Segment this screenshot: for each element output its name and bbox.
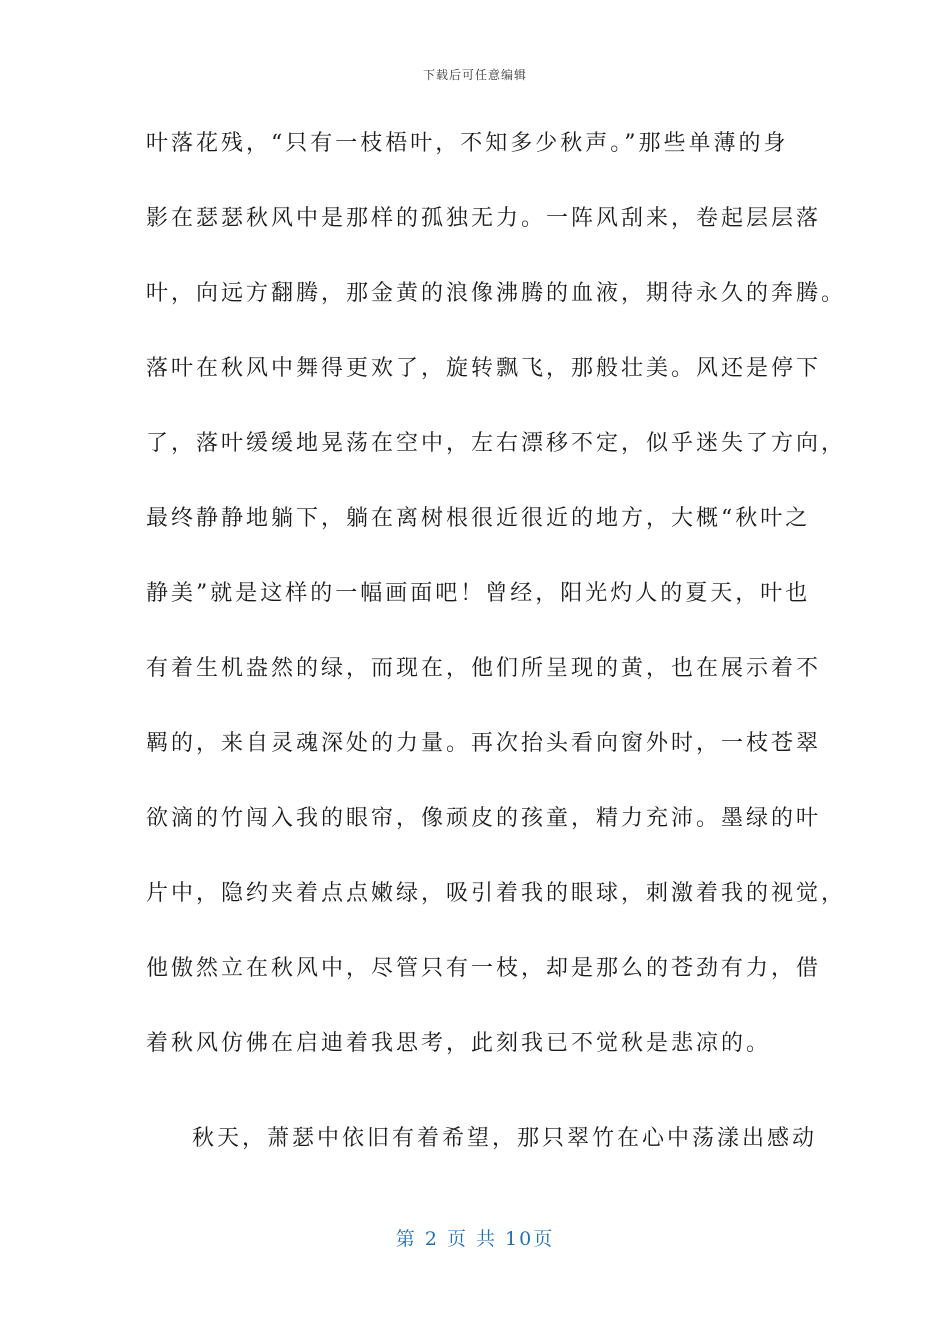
header-note: 下载后可任意编辑 [422,68,527,82]
text-line: 叶落花残，“只有一枝梧叶，不知多少秋声。”那些单薄的身 [146,131,789,156]
text-line: 羁的，来自灵魂深处的力量。再次抬头看向窗外时，一枝苍翠 [146,731,822,756]
document-body [146,124,847,1194]
paragraph-gap [146,1099,806,1119]
text-line: 落叶在秋风中舞得更欢了，旋转飘飞，那般壮美。风还是停下 [146,356,822,381]
page-number: 第 2 页 共 10页 [395,1228,555,1250]
text-line: 了，落叶缓缓地晃荡在空中，左右漂移不定，似乎迷失了方向， [146,431,847,456]
paragraph-first-line: 秋天，萧瑟中依旧有着希望，那只翠竹在心中荡漾出感动 [192,1126,818,1151]
text-line: 静美”就是这样的一幅画面吧！曾经，阳光灼人的夏天，叶也 [146,581,811,606]
text-line: 他傲然立在秋风中，尽管只有一枝，却是那么的苍劲有力，借 [146,956,822,981]
text-line: 有着生机盎然的绿，而现在，他们所呈现的黄，也在展示着不 [146,656,822,681]
text-line: 欲滴的竹闯入我的眼帘，像顽皮的孩童，精力充沛。墨绿的叶 [146,806,822,831]
text-line: 最终静静地躺下，躺在离树根很近很近的地方，大概“秋叶之 [146,506,811,531]
text-line: 着秋风仿佛在启迪着我思考，此刻我已不觉秋是悲凉的。 [146,1031,772,1056]
text-line: 影在瑟瑟秋风中是那样的孤独无力。一阵风刮来，卷起层层落 [146,206,822,231]
text-line: 片中，隐约夹着点点嫩绿，吸引着我的眼球，刺激着我的视觉， [146,881,847,906]
text-line: 叶，向远方翻腾，那金黄的浪像沸腾的血液，期待永久的奔腾。 [146,281,847,306]
